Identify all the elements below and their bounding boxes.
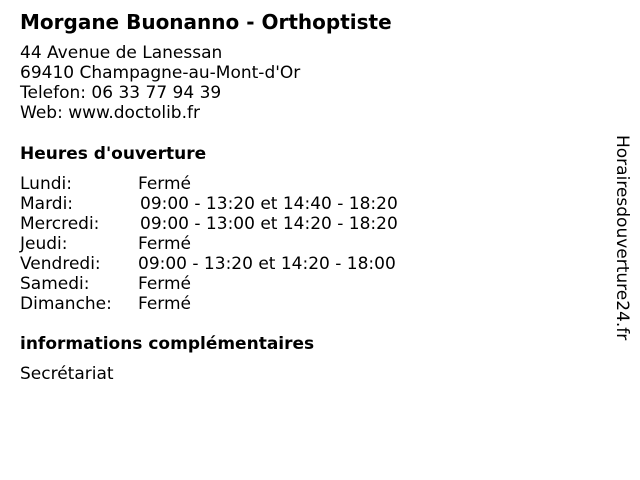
day-hours: Fermé — [138, 274, 192, 294]
day-label: Dimanche: — [20, 294, 112, 314]
hours-heading: Heures d'ouverture — [20, 144, 207, 164]
website: Web: www.doctolib.fr — [20, 103, 200, 123]
day-hours: 09:00 - 13:00 et 14:20 - 18:20 — [140, 214, 398, 234]
day-hours: Fermé — [138, 174, 192, 194]
business-name: Morgane Buonanno - Orthoptiste — [20, 10, 392, 34]
day-label: Mardi: — [20, 194, 74, 214]
day-hours: 09:00 - 13:20 et 14:40 - 18:20 — [140, 194, 398, 214]
day-hours: Fermé — [138, 294, 192, 314]
phone-number: Telefon: 06 33 77 94 39 — [20, 83, 222, 103]
day-label: Jeudi: — [20, 234, 68, 254]
day-hours: Fermé — [138, 234, 192, 254]
address-city: 69410 Champagne-au-Mont-d'Or — [20, 63, 301, 83]
day-label: Samedi: — [20, 274, 90, 294]
day-hours: 09:00 - 13:20 et 14:20 - 18:00 — [138, 254, 396, 274]
day-label: Vendredi: — [20, 254, 101, 274]
address-street: 44 Avenue de Lanessan — [20, 43, 223, 63]
info-heading: informations complémentaires — [20, 334, 315, 354]
day-label: Mercredi: — [20, 214, 100, 234]
contact-block — [20, 43, 300, 123]
site-watermark: Horairesdouverture24.fr — [612, 135, 632, 341]
info-text: Secrétariat — [20, 364, 114, 384]
day-label: Lundi: — [20, 174, 72, 194]
